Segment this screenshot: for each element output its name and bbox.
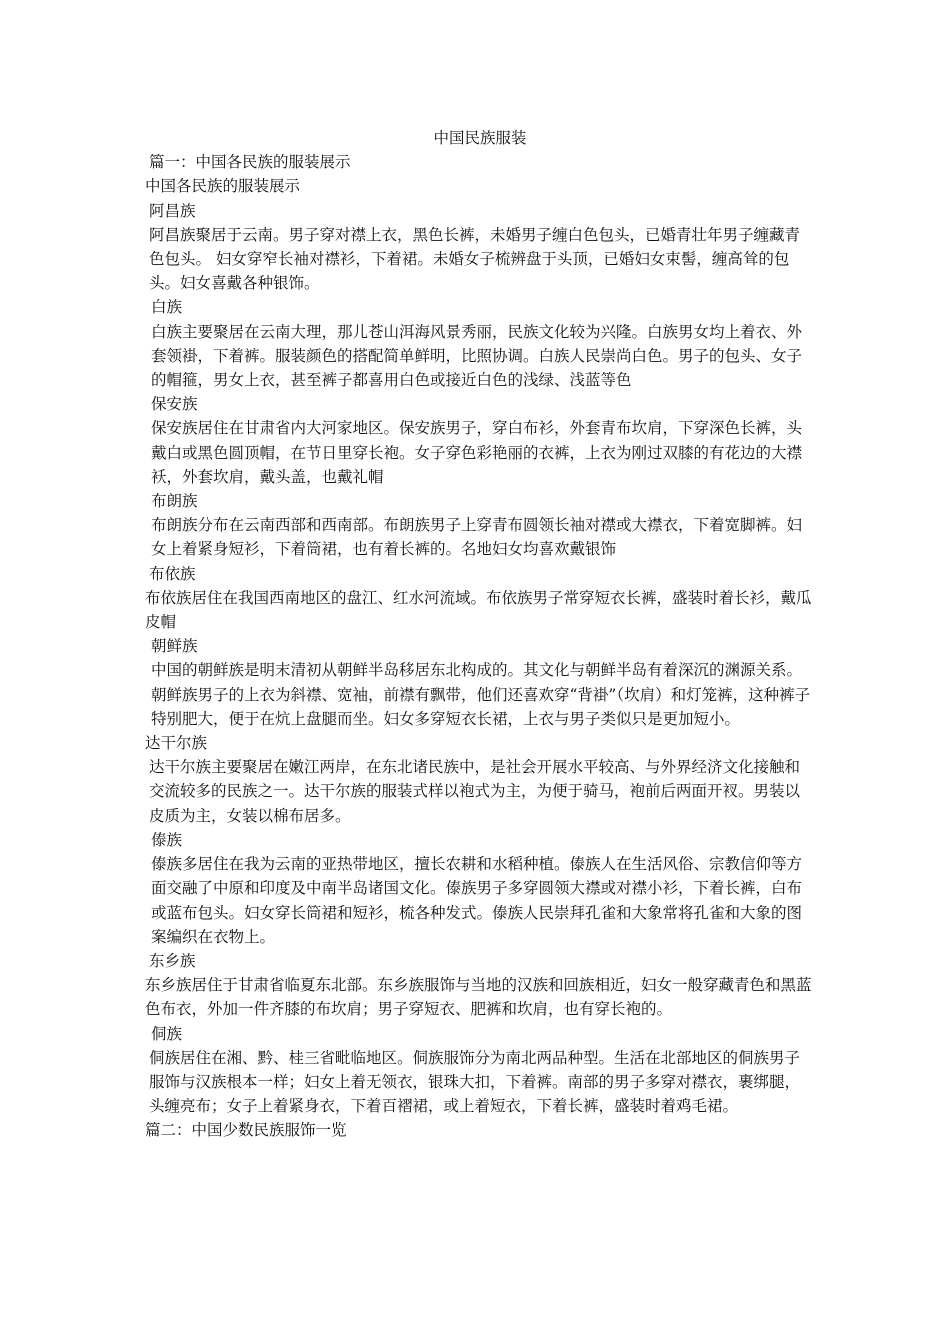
entry-buyi-name: 布依族 (149, 564, 196, 583)
section-1-subheading: 中国各民族的服装展示 (145, 177, 301, 196)
entry-dawoer-name: 达干尔族 (145, 734, 208, 753)
section-2-heading: 篇二：中国少数民族服饰一览 (145, 1121, 347, 1140)
entry-chaoxian-text: 中国的朝鲜族是明末清初从朝鲜半岛移居东北构成的。其文化与朝鲜半岛有着深沉的渊源关系。朝鲜族男子的上衣为斜襟、宽袖，前襟有飘带，他们还喜欢穿“背褂”（坎肩）和灯笼裤，这种裤子特别肥大，便于在炕上盘腿而坐。妇女多穿短衣长裙，上衣与男子类似只是更加短小。 (151, 661, 811, 728)
entry-dongxiang-text: 东乡族居住于甘肃省临夏东北部。东乡族服饰与当地的汉族和回族相近，妇女一般穿藏青色和黑蓝色布衣，外加一件齐膝的布坎肩；男子穿短衣、肥裤和坎肩，也有穿长袍的。 (145, 976, 812, 1019)
entry-chaoxian-name: 朝鲜族 (151, 637, 198, 656)
entry-dai-name: 傣族 (151, 830, 183, 849)
entry-baoan-text: 保安族居住在甘肃省内大河家地区。保安族男子，穿白布衫，外套青布坎肩，下穿深色长裤，头戴白或黑色圆顶帽，在节日里穿长袍。女子穿色彩艳丽的衣裤，上衣为刚过双膝的有花边的大襟袄，外套坎肩，戴头盖，也戴礼帽 (151, 419, 803, 486)
entry-bulang-text: 布朗族分布在云南西部和西南部。布朗族男子上穿青布圆领长袖对襟或大襟衣，下着宽脚裤。妇女上着紧身短衫，下着筒裙，也有着长裤的。名地妇女均喜欢戴银饰 (151, 516, 803, 559)
entry-achang-text: 阿昌族聚居于云南。男子穿对襟上衣，黑色长裤，未婚男子缠白色包头，已婚青壮年男子缠藏青色包头。 妇女穿窄长袖对襟衫，下着裙。未婚女子梳辨盘于头顶，已婚妇女束髻，缠高耸的包头。妇女喜戴各种银饰。 (149, 225, 801, 293)
entry-dai-text: 傣族多居住在我为云南的亚热带地区，擅长农耕和水稻种植。傣族人在生活风俗、宗教信仰等方面交融了中原和印度及中南半岛诸国文化。傣族男子多穿圆领大襟或对襟小衫，下着长裤，白布或蓝布包头。妇女穿长筒裙和短衫，梳各种发式。傣族人民崇拜孔雀和大象常将孔雀和大象的图案编织在衣物上。 (151, 855, 803, 946)
entry-dong-text: 侗族居住在湘、黔、桂三省毗临地区。侗族服饰分为南北两品种型。生活在北部地区的侗族男子服饰与汉族根本一样；妇女上着无领衣，银珠大扣，下着裤。南部的男子多穿对襟衣，裹绑腿， 头缠亮布；女子上着紧身衣，下着百褶裙，或上着短衣，下着长裤，盛装时着鸡毛裙。 (149, 1048, 805, 1116)
entry-achang-name: 阿昌族 (149, 201, 196, 220)
entry-bulang-name: 布朗族 (151, 492, 198, 511)
section-1-heading: 篇一：中国各民族的服装展示 (149, 153, 351, 172)
entry-baoan-name: 保安族 (151, 395, 198, 414)
document-body (145, 126, 815, 1143)
entry-bai-name: 白族 (151, 298, 183, 317)
document-title: 中国民族服装 (433, 129, 527, 147)
entry-bai-text: 白族主要聚居在云南大理，那儿苍山洱海风景秀丽，民族文化较为兴隆。白族男女均上着衣、外套领褂，下着裤。服装颜色的搭配简单鲜明，比照协调。白族人民崇尚白色。男子的包头、女子的帽箍，男女上衣，甚至裤子都喜用白色或接近白色的浅绿、浅蓝等色 (151, 322, 803, 390)
entry-buyi-text: 布依族居住在我国西南地区的盘江、红水河流域。布依族男子常穿短衣长裤，盛装时着长衫，戴瓜皮帽 (145, 588, 812, 632)
entry-dongxiang-name: 东乡族 (149, 951, 196, 970)
entry-dong-name: 侗族 (151, 1024, 183, 1043)
entry-dawoer-text: 达干尔族主要聚居在嫩江两岸，在东北诸民族中，是社会开展水平较高、与外界经济文化接触和交流较多的民族之一。达干尔族的服装式样以袍式为主，为便于骑马，袍前后两面开衩。男装以皮质为主，女装以棉布居多。 (149, 758, 801, 825)
